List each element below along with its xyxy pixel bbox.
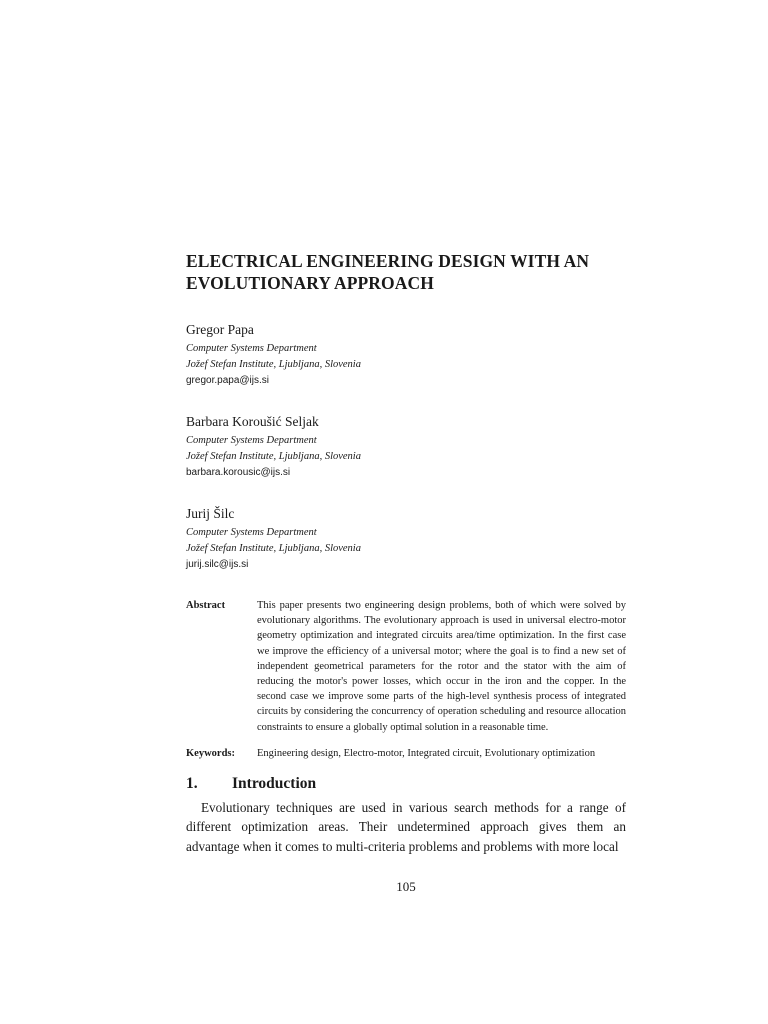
author-name: Jurij Šilc — [186, 506, 235, 521]
author-department: Computer Systems Department — [186, 435, 317, 446]
paper-page — [186, 0, 626, 1024]
author-institute: Jožef Stefan Institute, Ljubljana, Slovenia — [186, 359, 361, 370]
author-department: Computer Systems Department — [186, 343, 317, 354]
page-number: 105 — [396, 879, 416, 894]
author-email: gregor.papa@ijs.si — [186, 375, 269, 386]
author-department: Computer Systems Department — [186, 527, 317, 538]
section-title: Introduction — [232, 775, 317, 792]
author-block — [186, 413, 626, 481]
author-name: Barbara Koroušić Seljak — [186, 414, 319, 429]
author-block — [186, 505, 626, 573]
abstract-text: This paper presents two engineering design problems, both of which were solved by evolutionary algorithms. The evolutionary approach is used in universal electro-motor geometry optimization and integrated circuits area/time optimization. In the first case we improve the efficiency of a universal motor; where the goal is to find a new set of independent geometrical parameters for the rotor and the stator with the aim of reducing the motor's power losses, which occur in the iron and the copper. In the second case we improve some parts of the high-level synthesis process of integrated circuits by considering the concurrency of operation scheduling and resource allocation constraints to ensure a globally optimal solution in a reasonable time. — [257, 600, 626, 733]
author-block — [186, 321, 626, 389]
author-email: jurij.silc@ijs.si — [186, 559, 249, 570]
author-institute: Jožef Stefan Institute, Ljubljana, Slovenia — [186, 451, 361, 462]
intro-paragraph: Evolutionary techniques are used in various search methods for a range of different optimization areas. Their undetermined approach gives them an advantage when it comes to multi-criteria problems and problems with more local — [186, 800, 626, 854]
keywords-label: Keywords: — [186, 748, 235, 759]
section-heading — [186, 774, 626, 794]
author-name: Gregor Papa — [186, 322, 254, 337]
author-institute: Jožef Stefan Institute, Ljubljana, Slovenia — [186, 543, 361, 554]
paper-title: ELECTRICAL ENGINEERING DESIGN WITH AN EVOLUTIONARY APPROACH — [186, 251, 590, 293]
abstract-label: Abstract — [186, 600, 226, 611]
author-email: barbara.korousic@ijs.si — [186, 467, 291, 478]
section-number: 1. — [186, 775, 198, 792]
keywords-text: Engineering design, Electro-motor, Integrated circuit, Evolutionary optimization — [257, 748, 596, 759]
